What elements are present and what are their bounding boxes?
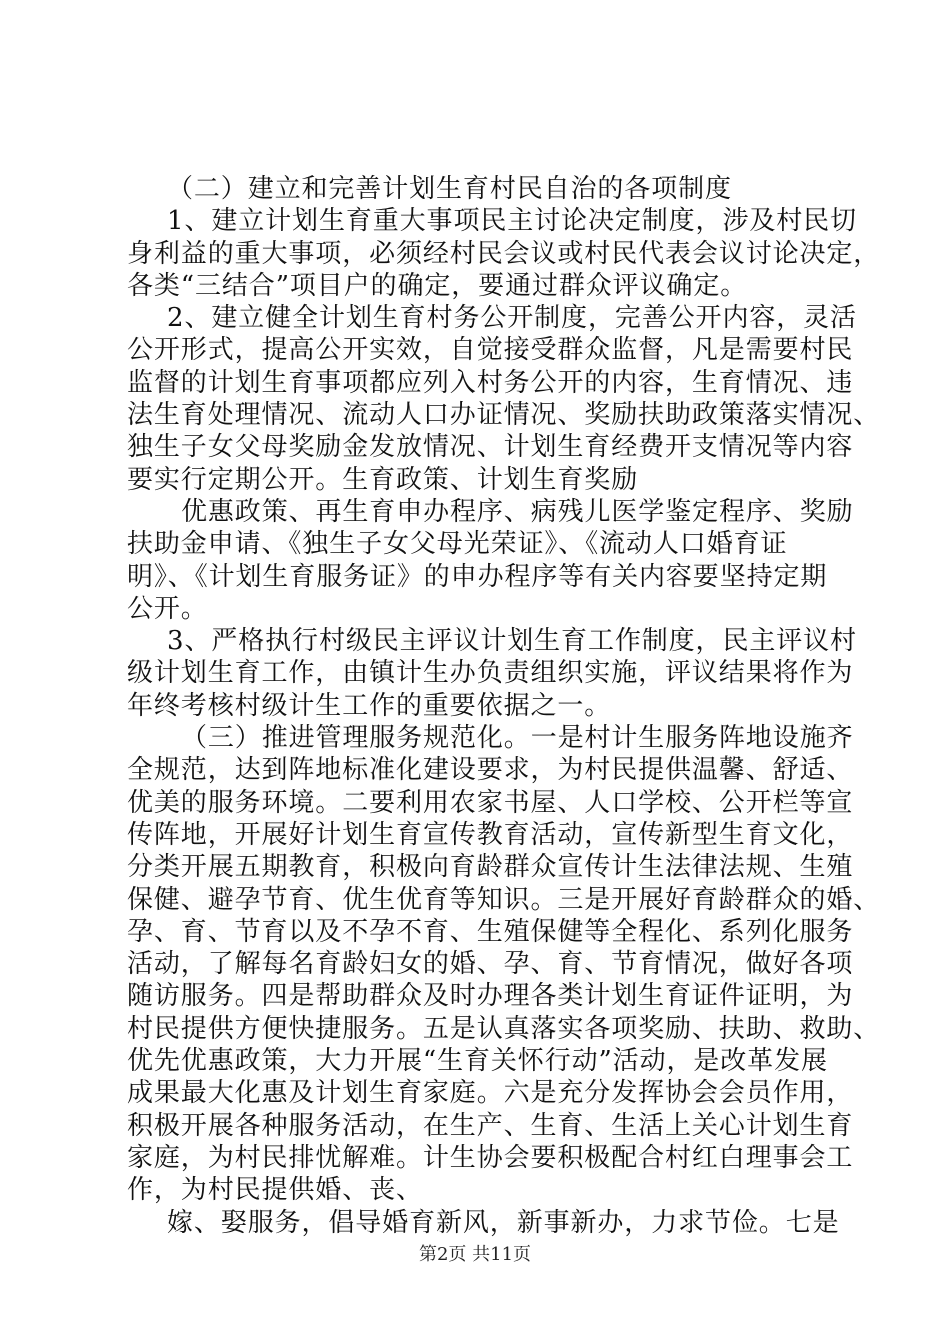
paragraph-line: 优先优惠政策，大力开展“生育关怀行动”活动，是改革发展 <box>127 1046 828 1077</box>
paragraph-line: 优美的服务环境。二要利用农家书屋、人口学校、公开栏等宣 <box>127 787 854 818</box>
paragraph-line: 公开。 <box>127 593 208 624</box>
paragraph-line: 监督的计划生育事项都应列入村务公开的内容，生育情况、违 <box>127 367 854 398</box>
paragraph-line: 独生子女父母奖励金发放情况、计划生育经费开支情况等内容 <box>127 432 854 463</box>
paragraph-line: 明》、《计划生育服务证》的申办程序等有关内容要坚持定期 <box>127 561 828 592</box>
paragraph-line: 保健、避孕节育、优生优育等知识。三是开展好育龄群众的婚、 <box>127 884 881 915</box>
paragraph-line: 法生育处理情况、流动人口办证情况、奖励扶助政策落实情况、 <box>127 400 881 431</box>
page-number-footer: 第2页 共11页 <box>418 1244 532 1265</box>
paragraph-line: 活动，了解每名育龄妇女的婚、孕、育、节育情况，做好各项 <box>127 949 854 980</box>
paragraph-line: 孕、育、节育以及不孕不育、生殖保健等全程化、系列化服务 <box>127 916 854 947</box>
paragraph-line: 要实行定期公开。生育政策、计划生育奖励 <box>127 464 639 495</box>
paragraph-line: 3、严格执行村级民主评议计划生育工作制度，民主评议村 <box>167 626 857 657</box>
document-body <box>127 173 881 1239</box>
paragraph-line: 优惠政策、再生育申办程序、病残儿医学鉴定程序、奖励 <box>181 496 854 527</box>
paragraph-line: 身利益的重大事项，必须经村民会议或村民代表会议讨论决定， <box>127 238 881 269</box>
paragraph-line: 嫁、娶服务，倡导婚育新风，新事新办，力求节俭。七是 <box>167 1207 840 1238</box>
paragraph-line: 公开形式，提高公开实效，自觉接受群众监督，凡是需要村民 <box>127 335 854 366</box>
paragraph-line: 各类“三结合”项目户的确定，要通过群众评议确定。 <box>127 270 748 301</box>
paragraph-line: 级计划生育工作，由镇计生办负责组织实施，评议结果将作为 <box>127 658 854 689</box>
paragraph-line: 扶助金申请、《独生子女父母光荣证》、《流动人口婚育证 <box>127 529 788 560</box>
paragraph-line: 分类开展五期教育，积极向育龄群众宣传计生法律法规、生殖 <box>127 852 854 883</box>
paragraph-line: 作，为村民提供婚、丧、 <box>127 1175 423 1206</box>
paragraph-line: 全规范，达到阵地标准化建设要求，为村民提供温馨、舒适、 <box>127 755 854 786</box>
section-heading: （三）推进管理服务规范化。一是村计生服务阵地设施齐 <box>181 723 854 754</box>
paragraph-line: 家庭，为村民排忧解难。计生协会要积极配合村红白理事会工 <box>127 1142 854 1173</box>
paragraph-line: 成果最大化惠及计划生育家庭。六是充分发挥协会会员作用， <box>127 1078 854 1109</box>
paragraph-line: 2、建立健全计划生育村务公开制度，完善公开内容，灵活 <box>167 303 857 334</box>
paragraph-line: 随访服务。四是帮助群众及时办理各类计划生育证件证明，为 <box>127 981 854 1012</box>
paragraph-line: 村民提供方便快捷服务。五是认真落实各项奖励、扶助、救助、 <box>127 1013 881 1044</box>
paragraph-line: 积极开展各种服务活动，在生产、生育、生活上关心计划生育 <box>127 1110 854 1141</box>
section-heading: （二）建立和完善计划生育村民自治的各项制度 <box>167 174 732 204</box>
paragraph-line: 1、建立计划生育重大事项民主讨论决定制度，涉及村民切 <box>167 206 857 237</box>
paragraph-line: 传阵地，开展好计划生育宣传教育活动，宣传新型生育文化， <box>127 819 854 850</box>
paragraph-line: 年终考核村级计生工作的重要依据之一。 <box>127 690 612 721</box>
